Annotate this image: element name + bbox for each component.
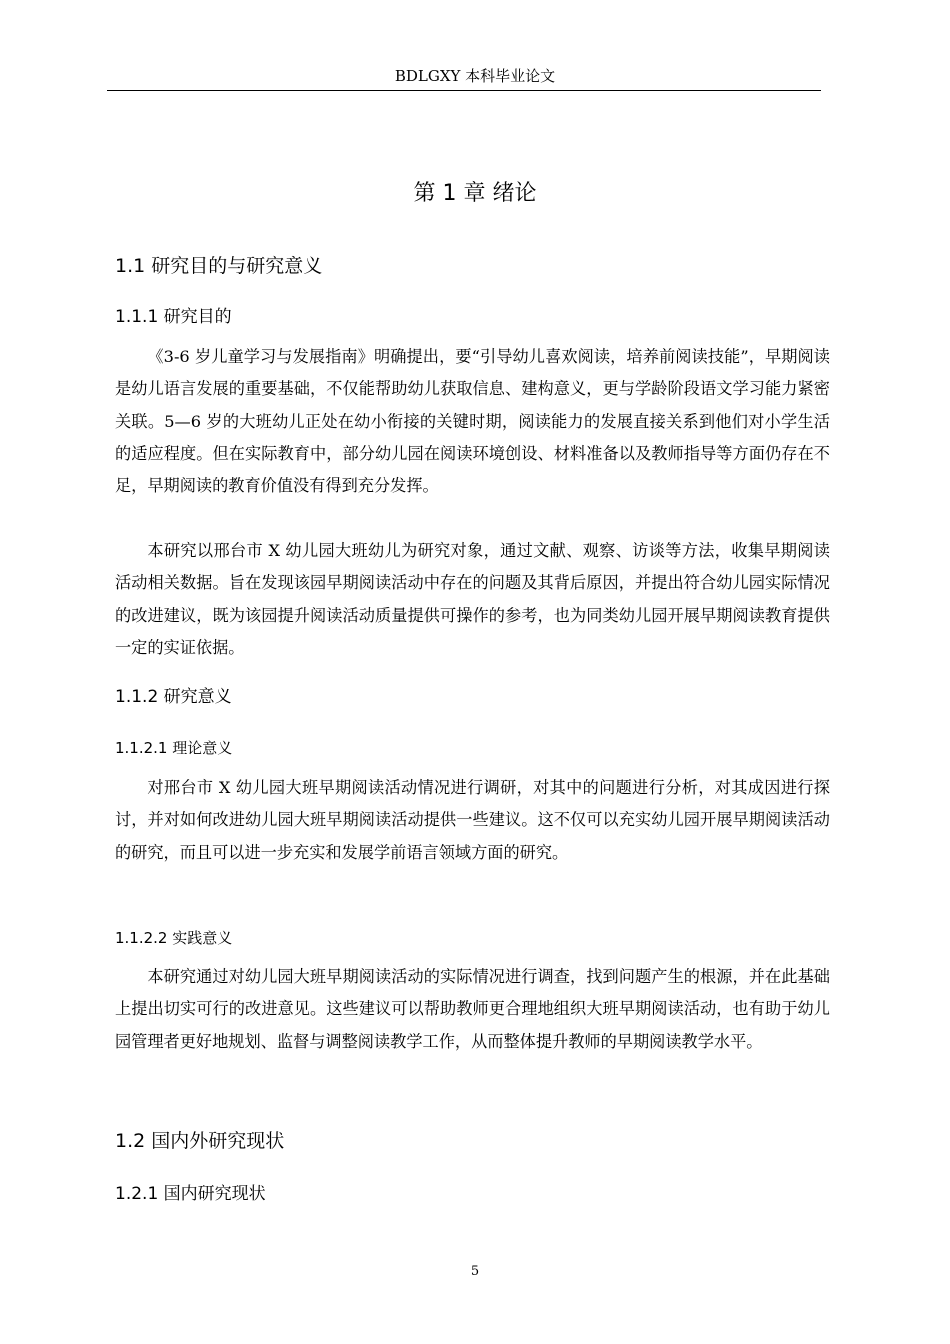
chapter-title: 第 1 章 绪论 — [413, 181, 537, 206]
section-heading-1-1-1: 1.1.1 研究目的 — [115, 307, 232, 327]
section-heading-1-2-1: 1.2.1 国内研究现状 — [115, 1184, 266, 1204]
page-number: 5 — [470, 1264, 480, 1279]
section-heading-1-1-2-2: 1.1.2.2 实践意义 — [115, 929, 233, 947]
paragraph-theoretical-significance: 对邢台市 X 幼儿园大班早期阅读活动情况进行调研，对其中的问题进行分析，对其成因进行探讨，并对如何改进幼儿园大班早期阅读活动提供一些建议。这不仅可以充实幼儿园开展早期阅读活动的研究，而且可以进一步充实和发展学前语言领域方面的研究。 — [115, 778, 830, 862]
section-heading-1-1: 1.1 研究目的与研究意义 — [115, 255, 323, 277]
paragraph-practical-significance: 本研究通过对幼儿园大班早期阅读活动的实际情况进行调查，找到问题产生的根源，并在此基础上提出切实可行的改进意见。这些建议可以帮助教师更合理地组织大班早期阅读活动，也有助于幼儿园管理者更好地规划、监督与调整阅读教学工作，从而整体提升教师的早期阅读教学水平。 — [115, 967, 830, 1051]
running-header: BDLGXY 本科毕业论文 — [394, 67, 556, 85]
paragraph-research-purpose-1: 《3-6 岁儿童学习与发展指南》明确提出，要“引导幼儿喜欢阅读，培养前阅读技能”，早期阅读是幼儿语言发展的重要基础，不仅能帮助幼儿获取信息、建构意义，更与学龄阶段语文学习能力紧密关联。5—6 岁的大班幼儿正处在幼小衔接的关键时期，阅读能力的发展直接关系到他们对小学生活的适应程度。但在实际教育中，部分幼儿园在阅读环境创设、材料准备以及教师指导等方面仍存在不足，早期阅读的教育价值没有得到充分发挥。 — [115, 347, 830, 496]
section-heading-1-2: 1.2 国内外研究现状 — [115, 1130, 285, 1152]
paragraph-research-purpose-2: 本研究以邢台市 X 幼儿园大班幼儿为研究对象，通过文献、观察、访谈等方法，收集早期阅读活动相关数据。旨在发现该园早期阅读活动中存在的问题及其背后原因，并提出符合幼儿园实际情况的改进建议，既为该园提升阅读活动质量提供可操作的参考，也为同类幼儿园开展早期阅读教育提供一定的实证依据。 — [115, 541, 830, 657]
header-rule — [107, 90, 821, 91]
section-heading-1-1-2: 1.1.2 研究意义 — [115, 687, 232, 707]
section-heading-1-1-2-1: 1.1.2.1 理论意义 — [115, 739, 233, 757]
